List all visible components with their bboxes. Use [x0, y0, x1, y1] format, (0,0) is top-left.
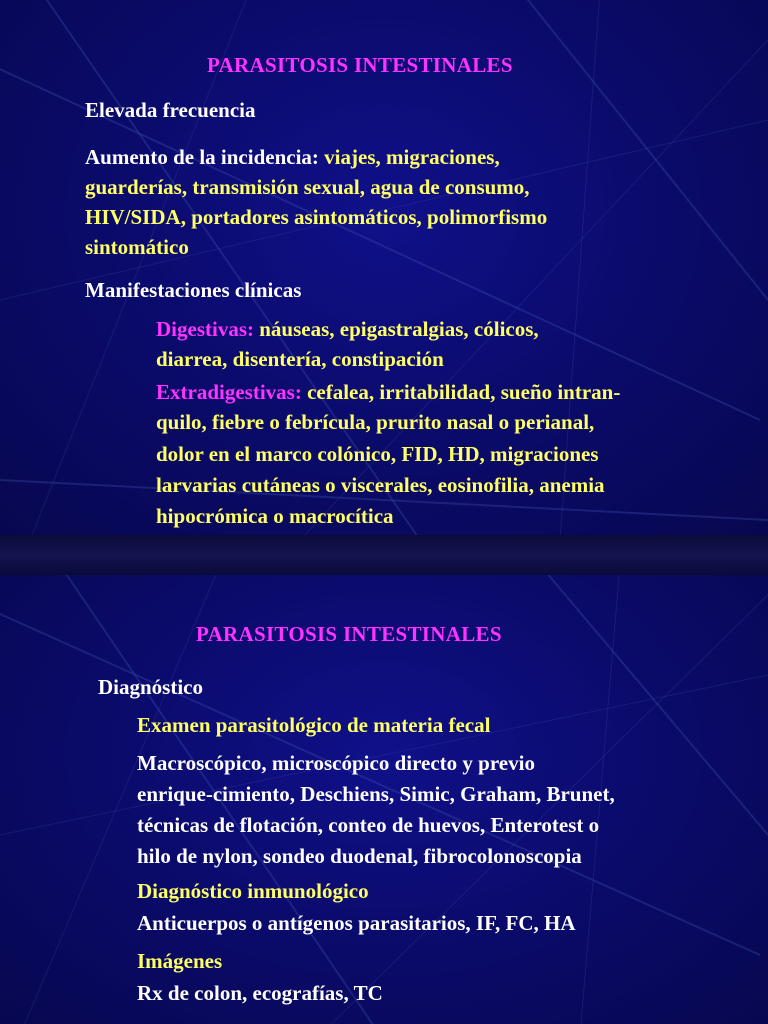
sub-digestivas: Digestivas: náuseas, epigastralgias, cólicos, — [156, 317, 539, 341]
bullet-label: Aumento de la incidencia: — [85, 145, 325, 169]
sub-diagnostico-inmunologico: Diagnóstico inmunológico — [137, 879, 369, 903]
sub-examen-parasitologico: Examen parasitológico de materia fecal — [137, 713, 491, 737]
bullet-manifestaciones: Manifestaciones clínicas — [85, 278, 302, 302]
slide-1: PARASITOSIS INTESTINALES Elevada frecuencia Aumento de la incidencia: viajes, migraciones, guarderías, transmisión sexual, agua de consumo, HIV/SIDA, portadores asintomáticos, polimorfismo sintomático Manifestaciones clínicas Digestivas: náuseas, epigastralgias, cólicos, diarrea, disentería, constipación Extradigestivas: cefalea, irritabilidad, sueño intran- quilo, fiebre o febrícula, prurito nasal o perianal, dolor en el marco colónico, FID, HD, migraciones larvarias cutáneas o viscerales, eosinofilia, anemia hipocrómica o macrocítica — [0, 0, 768, 535]
slide-2: PARASITOSIS INTESTINALES Diagnóstico Examen parasitológico de materia fecal Macroscópico, microscópico directo y previo enrique-cimiento, Deschiens, Simic, Graham, Brunet, técnicas de flotación, conteo de huevos, Enterotest o hilo de nylon, sondeo duodenal, fibrocolonoscopia Diagnóstico inmunológico Anticuerpos o antígenos parasitarios, IF, FC, HA Imágenes Rx de colon, ecografías, TC — [0, 575, 768, 1024]
slide-divider — [0, 535, 768, 575]
slide-title: PARASITOSIS INTESTINALES — [207, 53, 513, 77]
sub-imagenes: Imágenes — [137, 949, 223, 973]
slide-title: PARASITOSIS INTESTINALES — [196, 622, 502, 646]
sub-label: Extradigestivas: — [156, 380, 308, 404]
bullet-elevada-frecuencia: Elevada frecuencia — [85, 98, 256, 122]
sub-extradigestivas: Extradigestivas: cefalea, irritabilidad, sueño intran- — [156, 380, 621, 404]
sub-label: Digestivas: — [156, 317, 260, 341]
bullet-diagnostico: Diagnóstico — [98, 675, 203, 699]
bullet-aumento-incidencia: Aumento de la incidencia: viajes, migraciones, — [85, 145, 500, 169]
